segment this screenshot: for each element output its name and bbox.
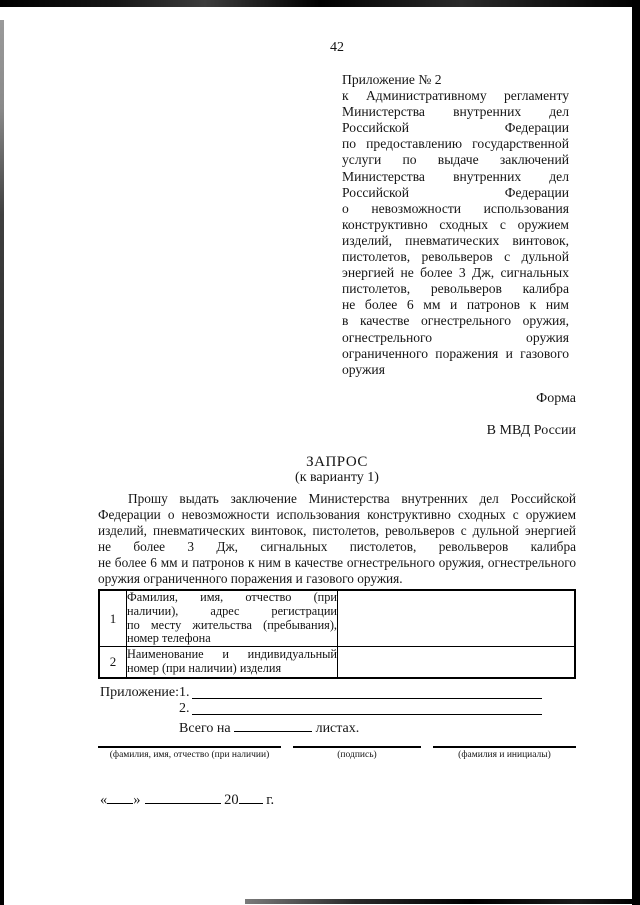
row-number-cell: 1 [99, 590, 127, 647]
addressee-line: В МВД России [486, 422, 576, 438]
scan-artifact-bottom-bar [245, 899, 635, 904]
year-suffix: г. [266, 791, 275, 808]
appendix-line: энергией не более 3 Дж, сигнальных [342, 265, 569, 281]
total-prefix: Всего на [179, 720, 231, 736]
appendix-line: конструктивно сходных с оружием [342, 216, 569, 232]
request-body-line: не более 3 Дж, сигнальных пистолетов, револьверов калибра [98, 538, 576, 554]
total-sheets-line [179, 718, 542, 737]
year-blank [239, 790, 263, 804]
attachment-blank-line [192, 685, 542, 699]
scan-artifact-top-bar [0, 0, 640, 7]
page-number: 42 [330, 40, 344, 55]
total-blank [234, 718, 312, 732]
signature-name-label: (фамилия, имя, отчество (при наличии) [98, 746, 281, 761]
attachment-label: Приложение: [100, 684, 180, 700]
appendix-line: огнестрельного оружия [342, 329, 569, 345]
form-label: Форма [536, 390, 576, 406]
attachment-item [179, 701, 542, 717]
row-label-line: номер (при наличии) изделия [127, 661, 282, 676]
appendix-line: в качестве огнестрельного оружия, [342, 313, 569, 329]
open-quote: « [100, 791, 108, 808]
request-body-line: Прошу выдать заключение Министерства внутренних дел Российской [128, 490, 576, 506]
appendix-line: изделий, пневматических винтовок, [342, 232, 569, 248]
appendix-line: к Административному регламенту [342, 88, 569, 104]
signature-section [98, 746, 576, 761]
request-body-line: оружия ограниченного поражения и газового оружия. [98, 570, 403, 586]
attachment-item-number: 1. [179, 684, 190, 700]
appendix-line: пистолетов, револьверов с дульной [342, 249, 569, 265]
appendix-line: Министерства внутренних дел [342, 104, 569, 120]
appendix-header-block [342, 72, 569, 378]
row-value-cell [338, 647, 576, 678]
appendix-line: о невозможности использования [342, 200, 569, 216]
attachment-blank-line [192, 701, 542, 715]
document-content [98, 40, 576, 809]
attachment-item [179, 685, 542, 701]
appendix-line: Приложение № 2 [342, 72, 442, 87]
table-row [99, 590, 575, 647]
scan-artifact-right-bar [632, 0, 640, 905]
signature-initials-label: (фамилия и инициалы) [433, 746, 576, 761]
scan-artifact-left-bar [0, 20, 4, 905]
request-fields-table [98, 589, 576, 679]
appendix-line: ограниченного поражения и газового [342, 345, 569, 361]
attachment-items [179, 685, 542, 737]
table-row [99, 647, 575, 678]
appendix-line: Российской Федерации [342, 184, 569, 200]
request-body-line: изделий, пневматических винтовок, пистолетов, револьверов с дульной энергией [98, 522, 576, 538]
row-label-line: Наименование и индивидуальный [127, 648, 337, 662]
close-quote: » [133, 791, 141, 808]
total-suffix: листах. [315, 720, 360, 736]
row-label-line: номер телефона [127, 631, 211, 646]
attachment-item-number: 2. [179, 700, 190, 716]
row-label-line: Фамилия, имя, отчество (при [127, 591, 337, 605]
request-title: ЗАПРОС [306, 453, 368, 470]
appendix-line: пистолетов, револьверов калибра [342, 281, 569, 297]
century-text: 20 [224, 791, 239, 808]
request-body-line: Федерации о невозможности использования конструктивно сходных с оружием [98, 506, 576, 522]
row-value-cell [338, 590, 576, 647]
appendix-line: по предоставлению государственной [342, 136, 569, 152]
row-label-cell [127, 647, 338, 678]
request-body [98, 491, 576, 587]
signature-sign-label: (подпись) [293, 746, 421, 761]
request-body-line: не более 6 мм и патронов к ним в качестве огнестрельного оружия, огнестрельного [98, 554, 576, 570]
appendix-line: Министерства внутренних дел [342, 168, 569, 184]
row-number-cell: 2 [99, 647, 127, 678]
row-label-line: по месту жительства (пребывания), [127, 618, 337, 632]
attachment-section [98, 685, 542, 737]
row-label-line: наличии), адрес регистрации [127, 604, 337, 618]
month-blank [145, 790, 221, 804]
request-subtitle: (к варианту 1) [295, 469, 379, 485]
appendix-line: услуги по выдаче заключений [342, 152, 569, 168]
appendix-line: оружия [342, 361, 385, 377]
row-label-cell [127, 590, 338, 647]
date-line [98, 790, 576, 809]
appendix-line: не более 6 мм и патронов к ним [342, 297, 569, 313]
day-blank [107, 790, 133, 804]
appendix-line: Российской Федерации [342, 120, 569, 136]
